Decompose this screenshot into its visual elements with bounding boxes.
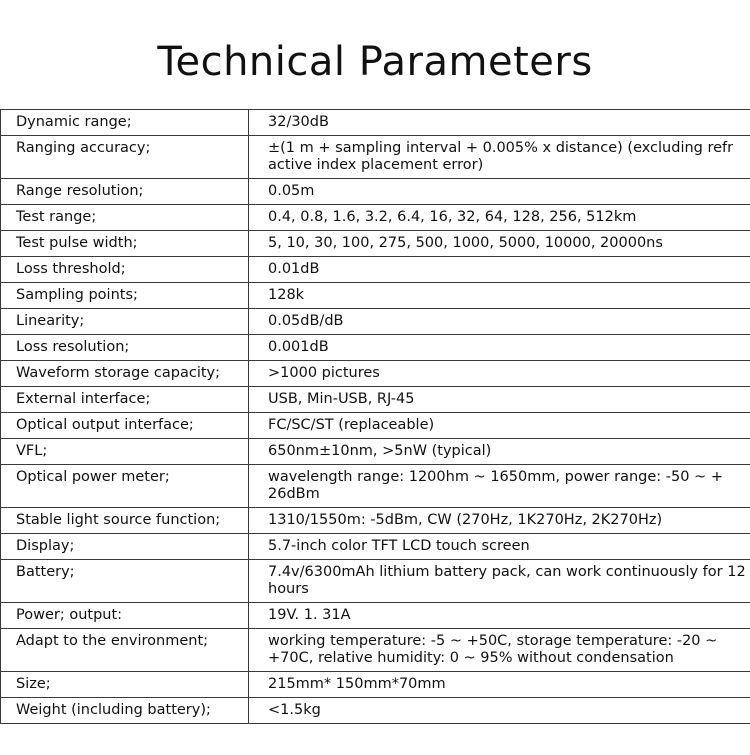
table-row bbox=[1, 257, 750, 283]
parameter-value: 32/30dB bbox=[249, 110, 750, 136]
parameter-label: Optical power meter; bbox=[1, 465, 249, 508]
table-row bbox=[1, 508, 750, 534]
parameter-label: Display; bbox=[1, 534, 249, 560]
parameter-value: 5, 10, 30, 100, 275, 500, 1000, 5000, 10000, 20000ns bbox=[249, 231, 750, 257]
parameters-table bbox=[0, 109, 750, 724]
parameter-value: 0.05dB/dB bbox=[249, 309, 750, 335]
table-row bbox=[1, 603, 750, 629]
parameter-label: Loss threshold; bbox=[1, 257, 249, 283]
parameter-value: 215mm* 150mm*70mm bbox=[249, 672, 750, 698]
parameter-value: >1000 pictures bbox=[249, 361, 750, 387]
parameter-label: Size; bbox=[1, 672, 249, 698]
parameter-label: Power; output: bbox=[1, 603, 249, 629]
parameter-label: Dynamic range; bbox=[1, 110, 249, 136]
parameter-value: <1.5kg bbox=[249, 698, 750, 724]
parameter-value: working temperature: -5 ~ +50C, storage temperature: -20 ~ +70C, relative humidity: 0 ~ 95% without condensation bbox=[249, 629, 750, 672]
parameter-label: Waveform storage capacity; bbox=[1, 361, 249, 387]
parameter-value: 7.4v/6300mAh lithium battery pack, can work continuously for 12 hours bbox=[249, 560, 750, 603]
table-row bbox=[1, 560, 750, 603]
parameter-value: 0.01dB bbox=[249, 257, 750, 283]
parameter-value: 19V. 1. 31A bbox=[249, 603, 750, 629]
table-row bbox=[1, 439, 750, 465]
table-row bbox=[1, 361, 750, 387]
parameter-label: Sampling points; bbox=[1, 283, 249, 309]
parameter-value: ±(1 m + sampling interval + 0.005% x distance) (excluding refr active index placement error) bbox=[249, 136, 750, 179]
parameter-value: 1310/1550m: -5dBm, CW (270Hz, 1K270Hz, 2K270Hz) bbox=[249, 508, 750, 534]
table-row bbox=[1, 179, 750, 205]
parameter-label: Test pulse width; bbox=[1, 231, 249, 257]
table-row bbox=[1, 534, 750, 560]
table-row bbox=[1, 283, 750, 309]
parameter-value: USB, Min-USB, RJ-45 bbox=[249, 387, 750, 413]
table-row bbox=[1, 335, 750, 361]
parameter-value: wavelength range: 1200hm ~ 1650mm, power range: -50 ~ + 26dBm bbox=[249, 465, 750, 508]
table-row bbox=[1, 309, 750, 335]
parameter-value: 0.001dB bbox=[249, 335, 750, 361]
table-row bbox=[1, 205, 750, 231]
parameter-value: 0.05m bbox=[249, 179, 750, 205]
parameter-label: Adapt to the environment; bbox=[1, 629, 249, 672]
table-row bbox=[1, 231, 750, 257]
table-row bbox=[1, 136, 750, 179]
table-row bbox=[1, 465, 750, 508]
parameter-label: Range resolution; bbox=[1, 179, 249, 205]
table-row bbox=[1, 629, 750, 672]
parameter-label: Battery; bbox=[1, 560, 249, 603]
parameter-label: Weight (including battery); bbox=[1, 698, 249, 724]
parameter-label: Linearity; bbox=[1, 309, 249, 335]
parameter-label: Ranging accuracy; bbox=[1, 136, 249, 179]
parameter-value: 5.7-inch color TFT LCD touch screen bbox=[249, 534, 750, 560]
parameter-label: Optical output interface; bbox=[1, 413, 249, 439]
parameter-label: External interface; bbox=[1, 387, 249, 413]
parameter-value: FC/SC/ST (replaceable) bbox=[249, 413, 750, 439]
parameter-label: VFL; bbox=[1, 439, 249, 465]
parameter-value: 128k bbox=[249, 283, 750, 309]
parameter-label: Loss resolution; bbox=[1, 335, 249, 361]
page-title: Technical Parameters bbox=[157, 39, 593, 85]
table-row bbox=[1, 698, 750, 724]
parameter-label: Stable light source function; bbox=[1, 508, 249, 534]
table-row bbox=[1, 110, 750, 136]
table-row bbox=[1, 387, 750, 413]
table-row bbox=[1, 413, 750, 439]
parameter-value: 0.4, 0.8, 1.6, 3.2, 6.4, 16, 32, 64, 128, 256, 512km bbox=[249, 205, 750, 231]
parameter-value: 650nm±10nm, >5nW (typical) bbox=[249, 439, 750, 465]
table-row bbox=[1, 672, 750, 698]
parameter-label: Test range; bbox=[1, 205, 249, 231]
